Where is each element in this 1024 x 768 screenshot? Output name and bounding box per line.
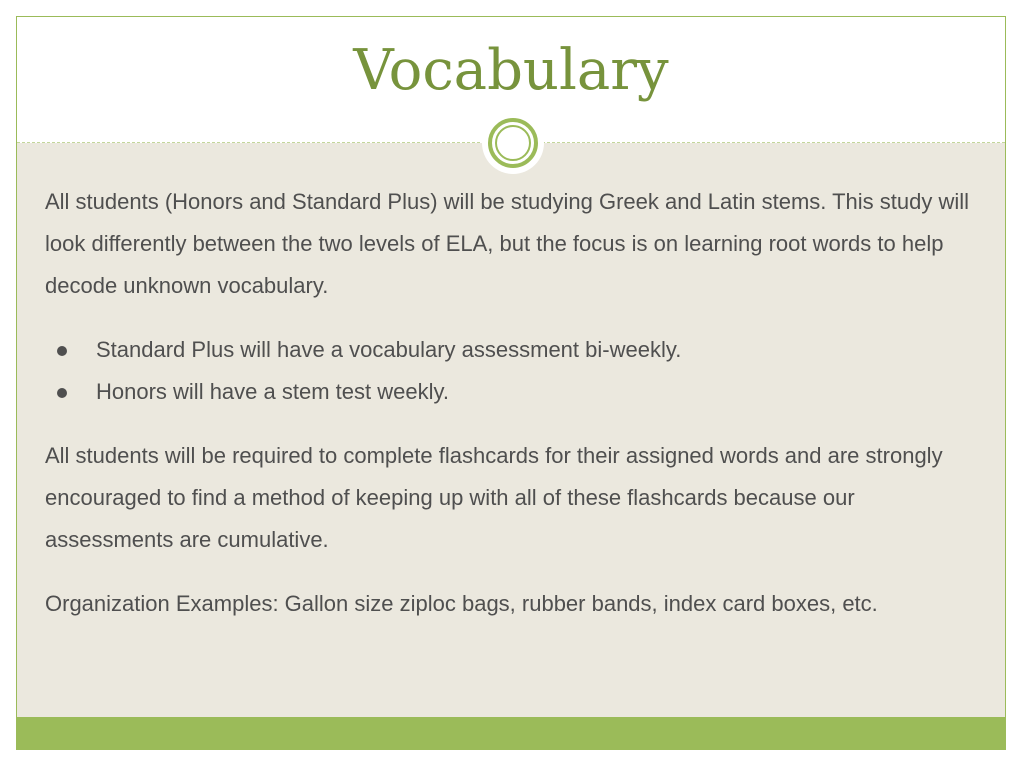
flashcards-paragraph: All students will be required to complete flashcards for their assigned words and are strongly encouraged to find a method of keeping up with all of these flashcards because our assessments are cumulative. (45, 443, 943, 552)
bullet-item (45, 371, 985, 413)
bullet-list (45, 329, 985, 413)
slide (16, 16, 1006, 750)
footer-bar (17, 717, 1005, 750)
bullet-text: Standard Plus will have a vocabulary assessment bi-weekly. (96, 337, 682, 362)
slide-title: Vocabulary (353, 38, 669, 103)
intro-paragraph: All students (Honors and Standard Plus) will be studying Greek and Latin stems. This study will look differently between the two levels of ELA, but the focus is on learning root words to help decode unknown vocabulary. (45, 189, 970, 298)
organization-paragraph: Organization Examples: Gallon size ziploc bags, rubber bands, index card boxes, etc. (45, 591, 878, 616)
bullet-text: Honors will have a stem test weekly. (96, 379, 449, 404)
double-circle-ornament-icon (487, 117, 539, 169)
bullet-item (45, 329, 985, 371)
slide-content (45, 181, 985, 647)
bullet-dot-icon (57, 346, 67, 356)
bullet-dot-icon (57, 388, 67, 398)
